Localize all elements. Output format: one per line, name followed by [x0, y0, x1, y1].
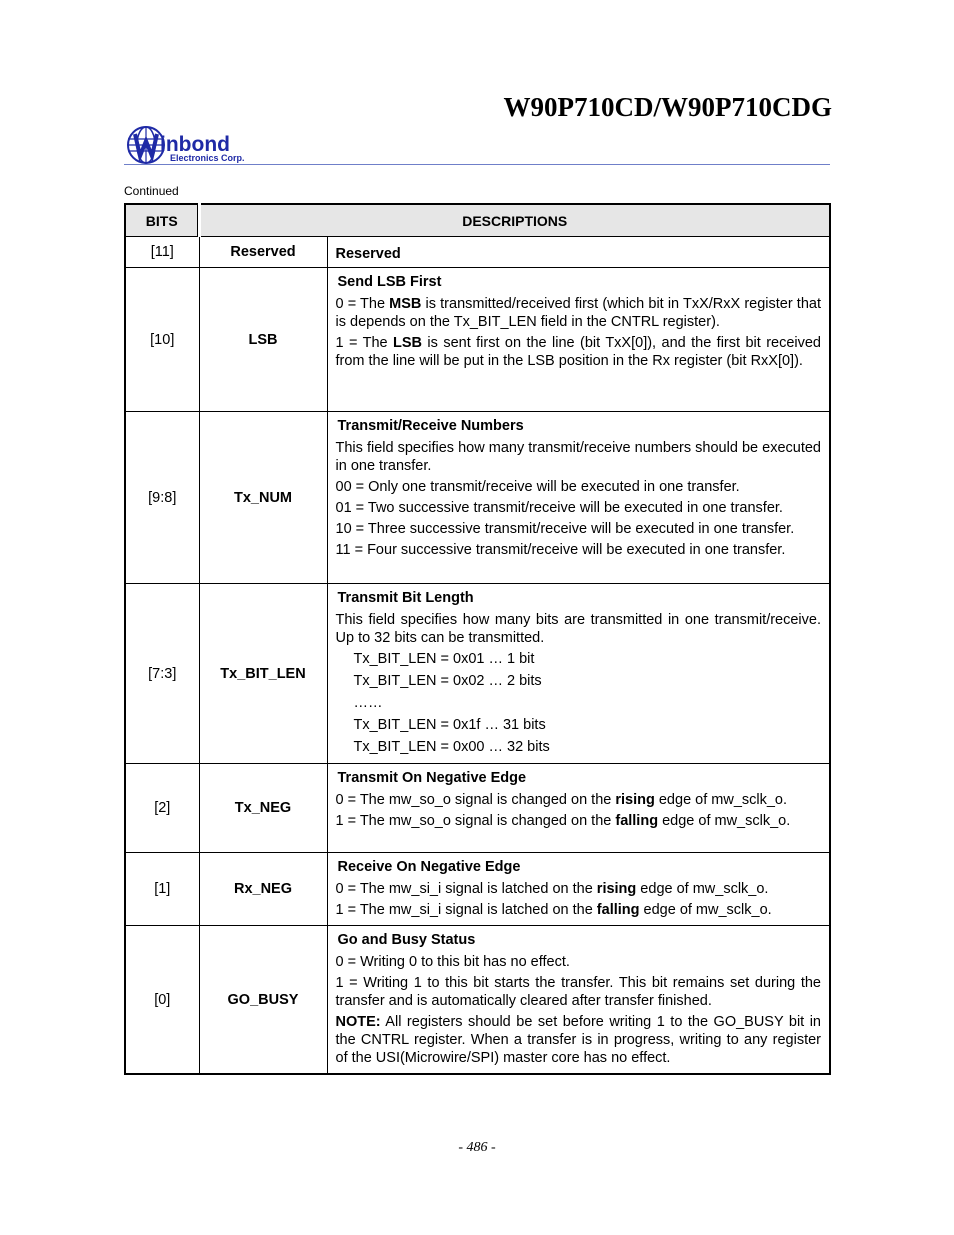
logo-sub-text: Electronics Corp. [170, 153, 245, 163]
field-name-cell: Reserved [199, 237, 327, 268]
description-cell [327, 584, 830, 764]
description-line: 1 = The LSB is sent first on the line (bit TxX[0]), and the first bit received from the line will be put in the LSB position in the Rx register (bit RxX[0]). [335, 335, 821, 369]
page-number: - 486 - [458, 1140, 496, 1155]
description-title: Transmit/Receive Numbers [337, 418, 524, 434]
field-name-cell: Tx_BIT_LEN [199, 584, 327, 764]
description-cell [327, 237, 830, 268]
table-row [125, 853, 830, 926]
description-line: This field specifies how many bits are transmitted in one transmit/receive. Up to 32 bits can be transmitted. [335, 612, 821, 646]
register-table [124, 203, 831, 1075]
logo-main-text: inbond [160, 133, 230, 156]
description-line: 0 = The mw_so_o signal is changed on the rising edge of mw_sclk_o. [335, 792, 788, 808]
description-line: 0 = The mw_si_i signal is latched on the rising edge of mw_sclk_o. [335, 881, 769, 897]
description-line: 1 = Writing 1 to this bit starts the transfer. This bit remains set during the transfer and is automatically cleared after transfer finished. [335, 975, 821, 1009]
bits-cell: [2] [125, 764, 199, 853]
list-item: Tx_BIT_LEN = 0x01 … 1 bit [353, 651, 535, 667]
table-row [125, 584, 830, 764]
description-line: 1 = The mw_si_i signal is latched on the falling edge of mw_sclk_o. [335, 902, 772, 918]
list-item: Tx_BIT_LEN = 0x00 … 32 bits [353, 739, 550, 755]
header-descriptions: DESCRIPTIONS [199, 204, 830, 237]
description-line: 11 = Four successive transmit/receive will be executed in one transfer. [335, 542, 786, 558]
table-row [125, 268, 830, 412]
table-header-row [125, 204, 830, 237]
description-line: 00 = Only one transmit/receive will be executed in one transfer. [335, 479, 740, 495]
description-line: 0 = The MSB is transmitted/received first (which bit in TxX/RxX register that is depends on the Tx_BIT_LEN field in the CNTRL register). [335, 296, 821, 330]
description-cell [327, 853, 830, 926]
description-cell [327, 764, 830, 853]
list-item: Tx_BIT_LEN = 0x02 … 2 bits [353, 673, 542, 689]
list-item: …… [353, 695, 383, 711]
bits-cell: [9:8] [125, 412, 199, 584]
bits-cell: [11] [125, 237, 199, 268]
field-name-cell: Rx_NEG [199, 853, 327, 926]
header-rule [124, 164, 830, 165]
table-row [125, 764, 830, 853]
description-title: Transmit On Negative Edge [337, 770, 527, 786]
list-item: Tx_BIT_LEN = 0x1f … 31 bits [353, 717, 546, 733]
description-title: Send LSB First [337, 274, 442, 290]
table-row [125, 237, 830, 268]
bits-cell: [0] [125, 926, 199, 1075]
document-title: W90P710CD/W90P710CDG [503, 92, 832, 122]
field-name-cell: Tx_NUM [199, 412, 327, 584]
description-cell [327, 926, 830, 1075]
globe-icon [128, 127, 164, 163]
description-line: 0 = Writing 0 to this bit has no effect. [335, 954, 570, 970]
description-title: Reserved [335, 246, 401, 262]
field-name-cell: Tx_NEG [199, 764, 327, 853]
description-line: 01 = Two successive transmit/receive will be executed in one transfer. [335, 500, 783, 516]
description-title: Receive On Negative Edge [337, 859, 521, 875]
description-line: 1 = The mw_so_o signal is changed on the falling edge of mw_sclk_o. [335, 813, 791, 829]
bits-cell: [7:3] [125, 584, 199, 764]
description-line: This field specifies how many transmit/receive numbers should be executed in one transfer. [335, 440, 821, 474]
description-cell [327, 268, 830, 412]
field-name-cell: LSB [199, 268, 327, 412]
note-line: NOTE: All registers should be set before writing 1 to the GO_BUSY bit in the CNTRL register. When a transfer is in progress, writing to any register of the USI(Microwire/SPI) master core has no effect. [335, 1014, 821, 1066]
winbond-logo [126, 125, 256, 165]
description-line: 10 = Three successive transmit/receive will be executed in one transfer. [335, 521, 795, 537]
field-name-cell: GO_BUSY [199, 926, 327, 1075]
bits-cell: [10] [125, 268, 199, 412]
bits-cell: [1] [125, 853, 199, 926]
table-row [125, 412, 830, 584]
description-title: Transmit Bit Length [337, 590, 474, 606]
description-title: Go and Busy Status [337, 932, 476, 948]
header-bits: BITS [125, 204, 199, 237]
table-row [125, 926, 830, 1075]
description-cell [327, 412, 830, 584]
continued-label: Continued [124, 184, 179, 198]
